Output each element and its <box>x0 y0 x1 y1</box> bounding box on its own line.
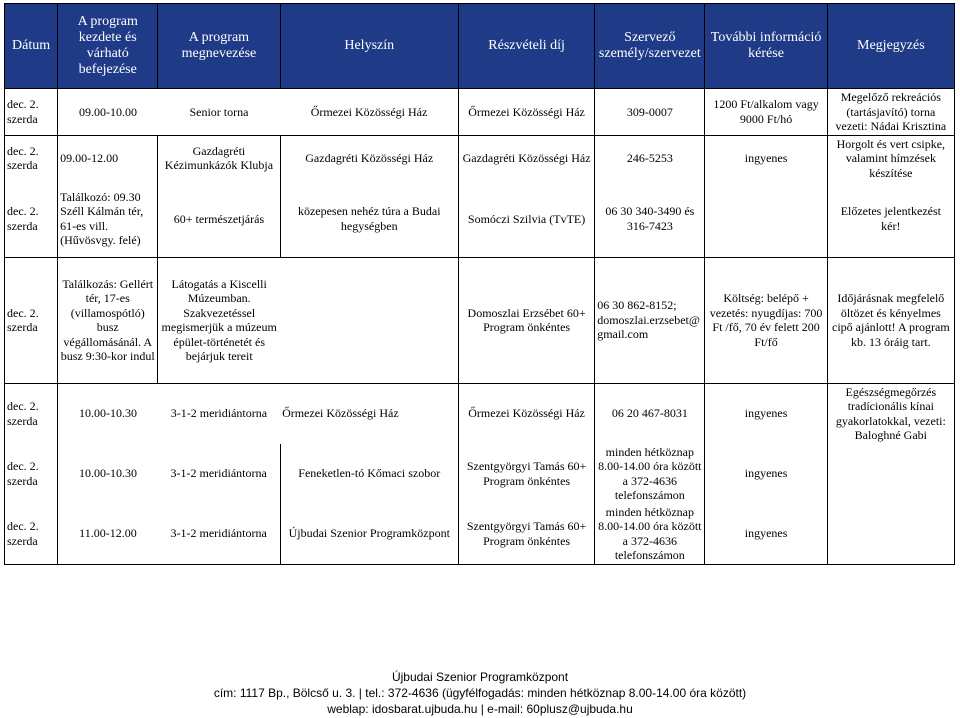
row-organizer: Domoszlai Erzsébet 60+ Program önkéntes <box>458 257 594 383</box>
row-organizer: Szentgyörgyi Tamás 60+ Program önkéntes <box>458 504 594 565</box>
row-fee: ingyenes <box>705 135 827 181</box>
row-date: dec. 2. szerda <box>5 444 58 504</box>
row-location: Őrmezei Közösségi Ház <box>280 383 458 444</box>
row-note <box>827 444 954 504</box>
row-location <box>280 257 458 383</box>
row-organizer: Somóczi Szilvia (TvTE) <box>458 181 594 257</box>
row-organizer: Őrmezei Közösségi Ház <box>458 383 594 444</box>
row-time: 11.00-12.00 <box>58 504 158 565</box>
row-fee: ingyenes <box>705 383 827 444</box>
row-note: Időjárásnak megfelelő öltözet és kényelmes cipő ajánlott! A program kb. 13 óráig tart. <box>827 257 954 383</box>
row-fee: ingyenes <box>705 444 827 504</box>
header-note: Megjegyzés <box>827 4 954 89</box>
row-organizer: Gazdagréti Közösségi Ház <box>458 135 594 181</box>
table-row <box>5 135 955 181</box>
header-name: A program megnevezése <box>158 4 280 89</box>
footer-address: cím: 1117 Bp., Bölcső u. 3. | tel.: 372-4636 (ügyfélfogadás: minden hétköznap 8.00-14.00 óra között) <box>213 686 747 700</box>
table-row <box>5 444 955 504</box>
row-program-name: 3-1-2 meridiántorna <box>158 504 280 565</box>
row-time: 09.00-10.00 <box>58 89 158 136</box>
footer-org: Újbudai Szenior Programközpont <box>391 670 569 684</box>
row-contact: minden hétköznap 8.00-14.00 óra között a 372-4636 telefonszámon <box>595 504 705 565</box>
row-date: dec. 2. szerda <box>5 257 58 383</box>
table-row <box>5 383 955 444</box>
row-location: Gazdagréti Közösségi Ház <box>280 135 458 181</box>
row-date: dec. 2. szerda <box>5 135 58 181</box>
table-row <box>5 257 955 383</box>
row-date: dec. 2. szerda <box>5 504 58 565</box>
footer-web: weblap: idosbarat.ujbuda.hu | e-mail: 60plusz@ujbuda.hu <box>327 702 633 716</box>
row-program-name: Senior torna <box>158 89 280 136</box>
row-contact: 06 30 340-3490 és 316-7423 <box>595 181 705 257</box>
program-table <box>4 3 955 565</box>
row-time: 10.00-10.30 <box>58 383 158 444</box>
row-location: Őrmezei Közösségi Ház <box>280 89 458 136</box>
row-note: Megelőző rekreációs (tartásjavító) torna vezeti: Nádai Krisztina <box>827 89 954 136</box>
row-contact: minden hétköznap 8.00-14.00 óra között a 372-4636 telefonszámon <box>595 444 705 504</box>
row-program-name: Látogatás a Kiscelli Múzeumban. Szakvezetéssel megismerjük a múzeum épület-történetét és bejárjuk tereit <box>158 257 280 383</box>
row-location: Újbudai Szenior Programközpont <box>280 504 458 565</box>
row-program-name: 3-1-2 meridiántorna <box>158 444 280 504</box>
row-contact: 06 30 862-8152; domoszlai.erzsebet@ gmail.com <box>595 257 705 383</box>
row-date: dec. 2. szerda <box>5 89 58 136</box>
row-date: dec. 2. szerda <box>5 181 58 257</box>
row-note <box>827 504 954 565</box>
row-program-name: 60+ természetjárás <box>158 181 280 257</box>
row-location: közepesen nehéz túra a Budai hegységben <box>280 181 458 257</box>
row-contact: 309-0007 <box>595 89 705 136</box>
table-row <box>5 89 955 136</box>
header-location: Helyszín <box>280 4 458 89</box>
table-row <box>5 504 955 565</box>
row-time: 10.00-10.30 <box>58 444 158 504</box>
row-date: dec. 2. szerda <box>5 383 58 444</box>
row-note: Előzetes jelentkezést kér! <box>827 181 954 257</box>
row-contact: 06 20 467-8031 <box>595 383 705 444</box>
row-program-name: Gazdagréti Kézimunkázók Klubja <box>158 135 280 181</box>
row-time: 09.00-12.00 <box>58 135 158 181</box>
header-fee: Részvételi díj <box>458 4 594 89</box>
row-fee: 1200 Ft/alkalom vagy 9000 Ft/hó <box>705 89 827 136</box>
header-time: A program kezdete és várható befejezése <box>58 4 158 89</box>
row-organizer: Szentgyörgyi Tamás 60+ Program önkéntes <box>458 444 594 504</box>
header-info: További információ kérése <box>705 4 827 89</box>
row-note: Egészségmegőrzés tradícionális kínai gyakorlatokkal, vezeti: Baloghné Gabi <box>827 383 954 444</box>
row-note: Horgolt és vert csipke, valamint hímzések készítése <box>827 135 954 181</box>
row-fee: Költség: belépő + vezetés: nyugdíjas: 700 Ft /fő, 70 év felett 200 Ft/fő <box>705 257 827 383</box>
row-program-name: 3-1-2 meridiántorna <box>158 383 280 444</box>
header-date: Dátum <box>5 4 58 89</box>
row-organizer: Őrmezei Közösségi Ház <box>458 89 594 136</box>
header-row <box>5 4 955 89</box>
row-fee <box>705 181 827 257</box>
row-fee: ingyenes <box>705 504 827 565</box>
row-contact: 246-5253 <box>595 135 705 181</box>
row-location: Feneketlen-tó Kőmaci szobor <box>280 444 458 504</box>
row-time: Találkozó: 09.30 Széll Kálmán tér, 61-es vill. (Hűvösvgy. felé) <box>58 181 158 257</box>
row-time: Találkozás: Gellért tér, 17-es (villamospótló) busz végállomásánál. A busz 9:30-kor indul <box>58 257 158 383</box>
header-organizer: Szervező személy/szervezet <box>595 4 705 89</box>
table-row <box>5 181 955 257</box>
